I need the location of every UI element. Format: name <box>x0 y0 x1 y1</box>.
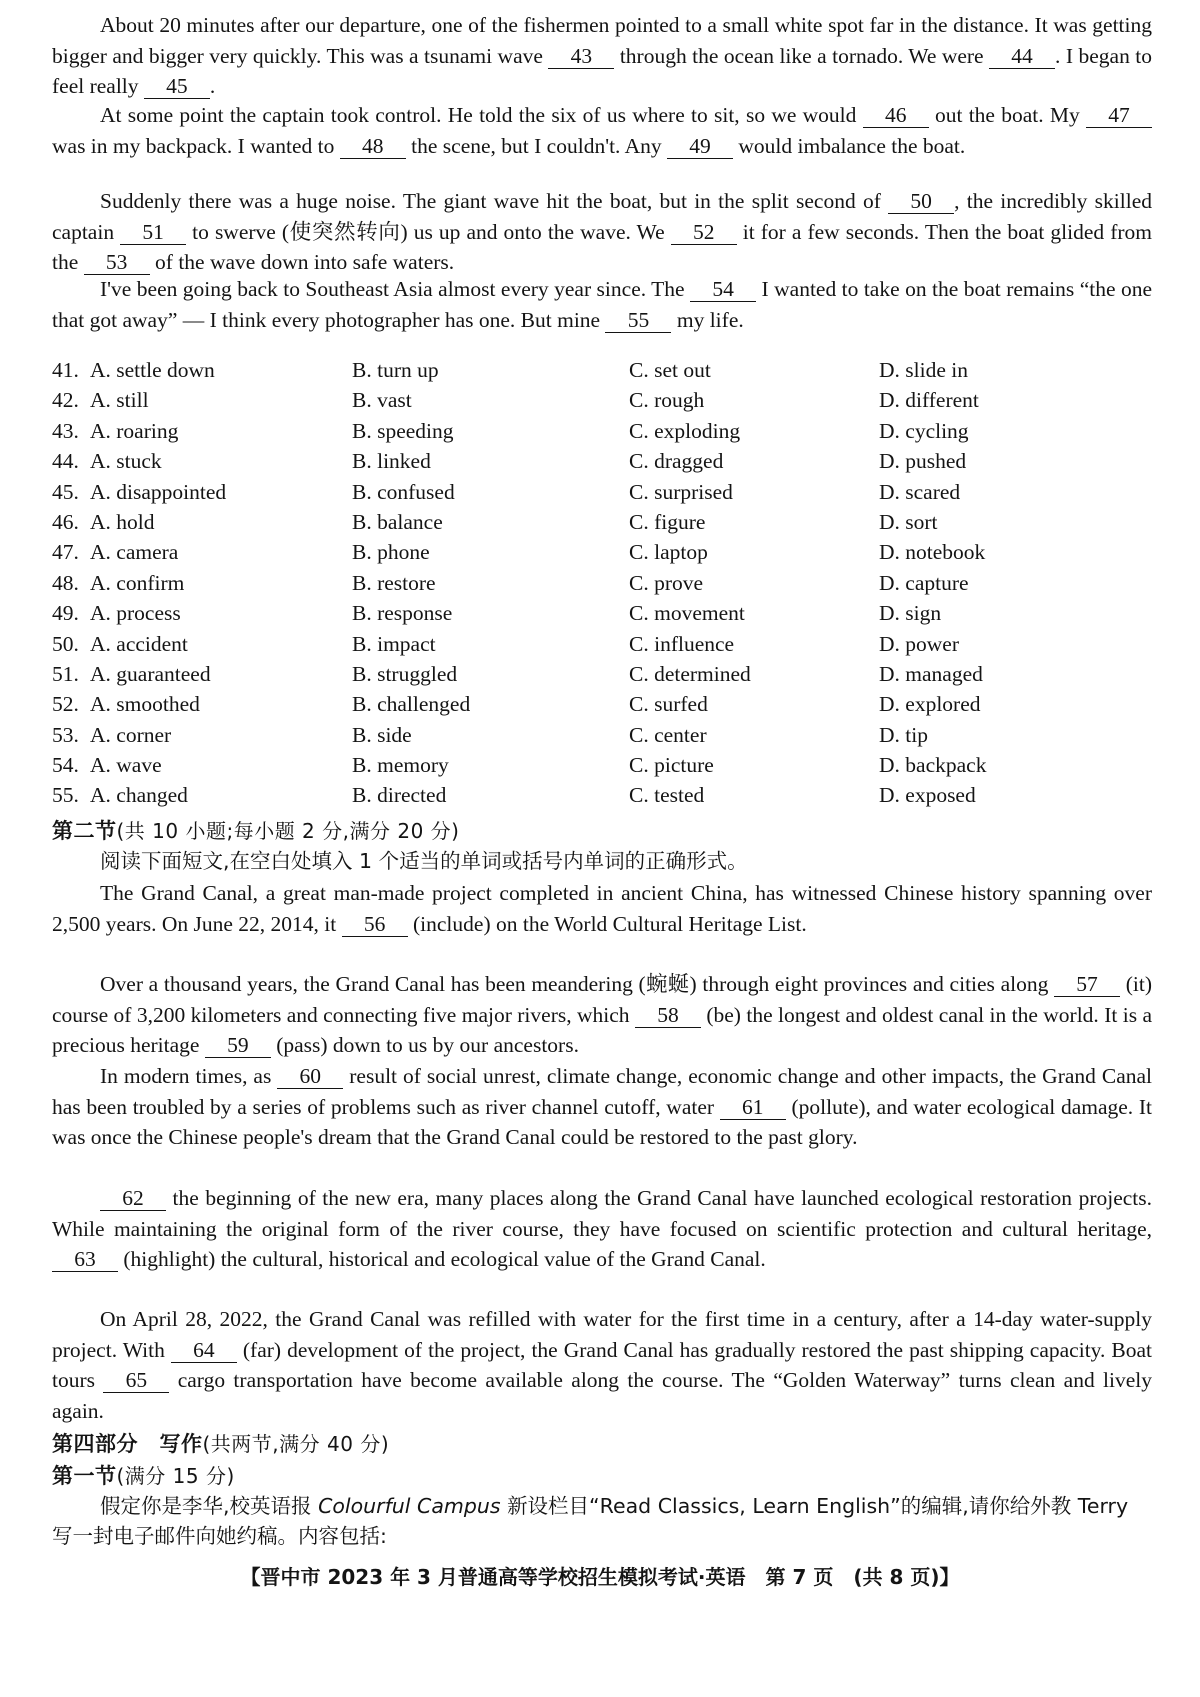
option-row-45 <box>52 480 1152 510</box>
text: (include) on the World Cultural Heritage List. <box>413 911 807 936</box>
blank-48: 48 <box>340 134 406 159</box>
text: In modern times, as <box>100 1064 272 1088</box>
text: it for a few seconds. Then the boat glided from the <box>52 219 1152 275</box>
text: (be) the longest and oldest canal in the world. It is a precious heritage <box>52 1002 1153 1058</box>
option-b: B. response <box>352 601 453 626</box>
option-b: B. speeding <box>352 418 454 443</box>
section-title: 第二节 <box>52 819 117 843</box>
grammar-paragraph-3 <box>52 1061 1152 1153</box>
option-d: D. cycling <box>879 418 969 443</box>
blank-45: 45 <box>144 74 210 99</box>
blank-47: 47 <box>1086 103 1152 128</box>
question-number: 43. <box>52 418 79 443</box>
text: Suddenly there was a huge noise. The giant wave hit the boat, but in the split second of <box>100 189 881 213</box>
section-note: (共 10 小题;每小题 2 分,满分 20 分) <box>116 819 460 843</box>
blank-62: 62 <box>100 1186 166 1211</box>
text: At some point the captain took control. He told the six of us where to sit, so we would <box>100 103 857 127</box>
question-number: 48. <box>52 570 79 595</box>
option-d: D. notebook <box>879 540 986 565</box>
grammar-paragraph-2 <box>52 969 1152 1061</box>
option-c: C. movement <box>629 601 745 626</box>
option-row-42 <box>52 388 1152 418</box>
option-c: C. center <box>629 722 707 747</box>
text: cargo transportation have become available along the course. The “Golden Waterway” turns clean and lively again. <box>52 1368 1153 1423</box>
question-number: 44. <box>52 449 79 474</box>
grammar-paragraph-1 <box>52 878 1152 939</box>
option-a: A. confirm <box>90 570 185 595</box>
option-b: B. confused <box>352 479 455 504</box>
option-row-51 <box>52 662 1152 692</box>
blank-56: 56 <box>342 912 408 937</box>
option-c: C. rough <box>629 388 705 413</box>
text: through the ocean like a tornado. We were <box>619 43 984 68</box>
blank-46: 46 <box>863 103 929 128</box>
option-b: B. side <box>352 722 412 747</box>
option-a: A. process <box>90 601 181 626</box>
option-b: B. struggled <box>352 661 458 686</box>
option-d: D. backpack <box>879 753 987 778</box>
option-c: C. prove <box>629 570 704 595</box>
option-a: A. stuck <box>90 449 162 474</box>
part-subject: 写作 <box>159 1432 203 1456</box>
option-b: B. impact <box>352 631 436 656</box>
option-d: D. explored <box>879 692 981 717</box>
grammar-paragraph-4 <box>52 1183 1152 1275</box>
option-row-55 <box>52 783 1152 813</box>
question-number: 52. <box>52 692 79 717</box>
blank-61: 61 <box>720 1095 786 1120</box>
blank-43: 43 <box>548 44 614 69</box>
page-footer: 【晋中市 2023 年 3 月普通高等学校招生模拟考试·英语 第 7 页 (共 8 页)】 <box>240 1565 960 1589</box>
instruction-text: 阅读下面短文,在空白处填入 1 个适当的单词或括号内单词的正确形式。 <box>100 849 748 873</box>
question-number: 45. <box>52 479 79 504</box>
option-a: A. settle down <box>90 358 215 382</box>
text: the beginning of the new era, many places along the Grand Canal have launched ecological restoration projects. While maintaining the original form of the river course, they have focused on scientific protection and cultural heritage, <box>52 1186 1153 1241</box>
option-c: C. tested <box>629 783 705 808</box>
option-row-43 <box>52 419 1152 449</box>
blank-49: 49 <box>667 134 733 159</box>
option-d: D. exposed <box>879 783 976 808</box>
option-a: A. roaring <box>90 418 179 443</box>
option-d: D. capture <box>879 570 969 595</box>
option-row-53 <box>52 723 1152 753</box>
option-d: D. different <box>879 388 979 413</box>
blank-60: 60 <box>277 1064 343 1089</box>
blank-51: 51 <box>120 220 186 245</box>
option-a: A. disappointed <box>90 479 227 504</box>
option-row-41 <box>52 358 1152 388</box>
option-b: B. linked <box>352 449 431 474</box>
text: Over a thousand years, the Grand Canal has been meandering (蜿蜒) through eight provinces and cities along <box>100 972 1049 996</box>
text: result of social unrest, climate change, economic change and other impacts, the Grand Canal has been troubled by a series of problems such as river channel cutoff, water <box>52 1064 1153 1119</box>
text: I wanted to take on the boat remains “the one that got away” — I think every photographer has one. But mine <box>52 277 1153 332</box>
option-row-49 <box>52 601 1152 631</box>
blank-64: 64 <box>171 1338 237 1363</box>
option-c: C. exploding <box>629 418 741 443</box>
option-c: C. set out <box>629 358 711 382</box>
answer-options-table <box>52 358 1152 814</box>
part-title: 第四部分 <box>52 1432 138 1456</box>
option-a: A. smoothed <box>90 692 200 717</box>
option-b: B. restore <box>352 570 436 595</box>
subsection-title: 第一节 <box>52 1464 117 1488</box>
question-number: 46. <box>52 509 79 534</box>
option-b: B. challenged <box>352 692 471 717</box>
subsection-heading <box>52 1460 235 1490</box>
task-text: 假定你是李华,校英语报 <box>100 1494 312 1518</box>
option-row-44 <box>52 449 1152 479</box>
question-number: 42. <box>52 388 79 413</box>
text: , the incredibly skilled captain <box>52 189 1153 244</box>
blank-55: 55 <box>605 308 671 333</box>
text: (it) course of 3,200 kilometers and connecting five major rivers, which <box>52 972 1152 1027</box>
option-b: B. turn up <box>352 358 439 382</box>
question-number: 47. <box>52 540 79 565</box>
option-a: A. corner <box>90 722 172 747</box>
option-d: D. sign <box>879 601 942 626</box>
question-number: 54. <box>52 753 79 778</box>
option-d: D. slide in <box>879 358 968 382</box>
question-number: 53. <box>52 722 79 747</box>
text: the scene, but I couldn't. Any <box>411 133 662 158</box>
option-row-50 <box>52 632 1152 662</box>
option-a: A. guaranteed <box>90 661 211 686</box>
text: my life. <box>676 307 744 332</box>
blank-65: 65 <box>103 1368 169 1393</box>
text: out the boat. My <box>934 103 1080 127</box>
text: . <box>209 74 216 99</box>
blank-63: 63 <box>52 1247 118 1272</box>
cloze-paragraph-4 <box>52 274 1152 335</box>
option-a: A. accident <box>90 631 188 656</box>
blank-57: 57 <box>1054 972 1120 997</box>
task-text: 新设栏目“Read Classics, Learn English”的编辑,请你给外教 Terry 写一封电子邮件向她约稿。内容包括: <box>52 1494 1129 1548</box>
option-d: D. sort <box>879 509 938 534</box>
option-row-54 <box>52 753 1152 783</box>
option-c: C. dragged <box>629 449 724 474</box>
option-b: B. directed <box>352 783 447 808</box>
option-d: D. tip <box>879 722 928 747</box>
option-c: C. laptop <box>629 540 708 565</box>
option-b: B. memory <box>352 753 449 778</box>
option-a: A. wave <box>90 753 162 778</box>
question-number: 50. <box>52 631 79 656</box>
option-b: B. balance <box>352 509 443 534</box>
blank-58: 58 <box>635 1003 701 1028</box>
text: (pass) down to us by our ancestors. <box>276 1033 579 1058</box>
option-c: C. picture <box>629 753 714 778</box>
blank-44: 44 <box>989 44 1055 69</box>
cloze-paragraph-2 <box>52 100 1152 161</box>
option-row-48 <box>52 571 1152 601</box>
text: would imbalance the boat. <box>738 133 966 158</box>
option-c: C. figure <box>629 509 706 534</box>
part-heading <box>52 1428 389 1458</box>
section-instruction <box>52 846 1152 876</box>
writing-task <box>52 1491 1152 1551</box>
newspaper-name: Colourful Campus <box>318 1494 501 1518</box>
option-a: A. camera <box>90 540 179 565</box>
option-b: B. phone <box>352 540 430 565</box>
blank-59: 59 <box>205 1033 271 1058</box>
option-row-52 <box>52 692 1152 722</box>
cloze-paragraph-3 <box>52 186 1152 278</box>
question-number: 41. <box>52 358 79 382</box>
text: (far) development of the project, the Grand Canal has gradually restored the past shipping capacity. Boat tours <box>52 1337 1153 1393</box>
text: The Grand Canal, a great man-made project completed in ancient China, has witnessed Chinese history spanning over 2,500 years. On June 22, 2014, it <box>52 881 1152 936</box>
option-row-47 <box>52 540 1152 570</box>
text: On April 28, 2022, the Grand Canal was refilled with water for the first time in a century, after a 14-day water-supply project. With <box>52 1307 1152 1362</box>
option-c: C. influence <box>629 631 735 656</box>
blank-52: 52 <box>671 220 737 245</box>
blank-54: 54 <box>690 277 756 302</box>
option-b: B. vast <box>352 388 412 413</box>
blank-50: 50 <box>888 189 954 214</box>
question-number: 51. <box>52 661 79 686</box>
option-d: D. managed <box>879 661 983 686</box>
blank-53: 53 <box>84 250 150 275</box>
option-a: A. changed <box>90 783 188 808</box>
grammar-paragraph-5 <box>52 1304 1152 1426</box>
text: to swerve (使突然转向) us up and onto the wave. We <box>192 219 665 244</box>
option-d: D. power <box>879 631 960 656</box>
option-a: A. still <box>90 388 149 413</box>
text: About 20 minutes after our departure, one of the fishermen pointed to a small white spot far in the distance. It was getting bigger and bigger very quickly. This was a tsunami wave <box>52 13 1152 68</box>
option-d: D. scared <box>879 479 961 504</box>
option-a: A. hold <box>90 509 155 534</box>
question-number: 49. <box>52 601 79 626</box>
text: of the wave down into safe waters. <box>155 250 455 275</box>
text: was in my backpack. I wanted to <box>52 133 335 158</box>
option-c: C. surfed <box>629 692 708 717</box>
section-heading <box>52 815 459 845</box>
cloze-paragraph-1 <box>52 10 1152 102</box>
part-note: (共两节,满分 40 分) <box>202 1432 390 1456</box>
question-number: 55. <box>52 783 79 808</box>
text: . I began to feel really <box>52 43 1152 99</box>
text: (pollute), and water ecological damage. It was once the Chinese people's dream that the Grand Canal could be restored to the past glory. <box>52 1094 1153 1150</box>
text: I've been going back to Southeast Asia almost every year since. The <box>100 277 685 301</box>
option-d: D. pushed <box>879 449 967 474</box>
option-c: C. surprised <box>629 479 733 504</box>
subsection-note: (满分 15 分) <box>116 1464 235 1488</box>
text: (highlight) the cultural, historical and ecological value of the Grand Canal. <box>123 1247 766 1272</box>
option-c: C. determined <box>629 661 751 686</box>
option-row-46 <box>52 510 1152 540</box>
